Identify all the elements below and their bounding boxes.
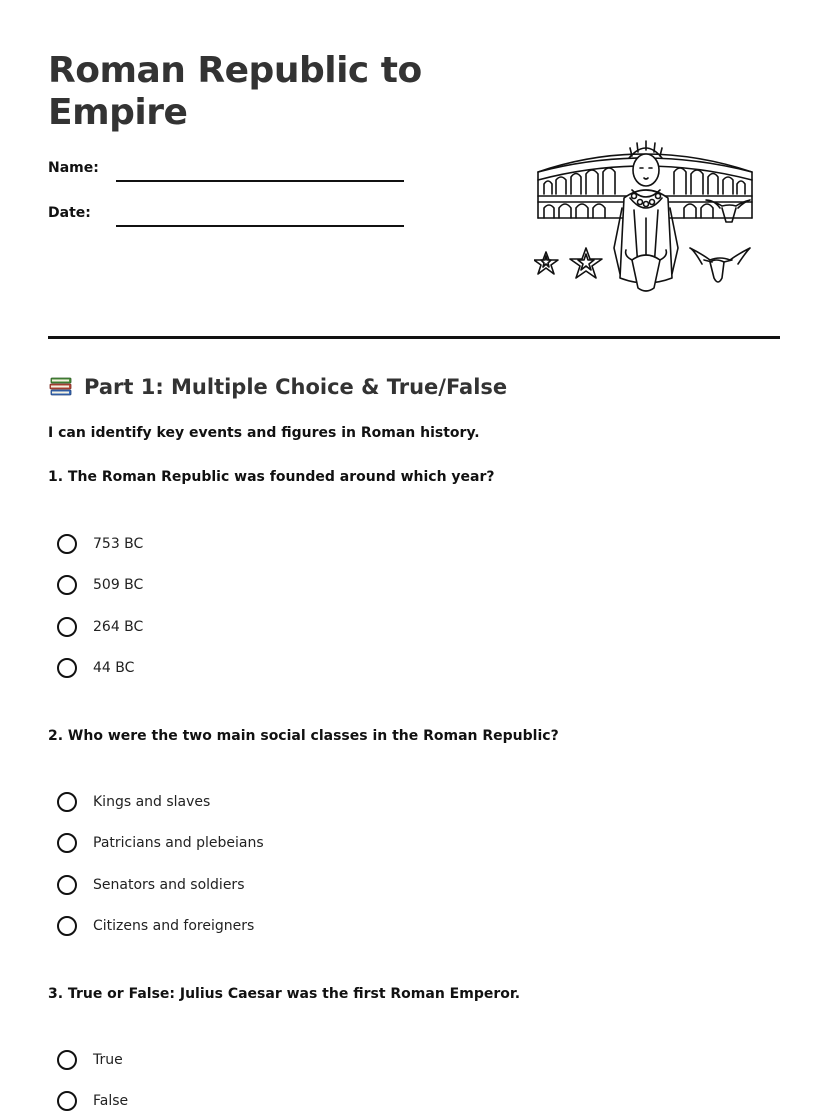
- part1-title: Part 1: Multiple Choice & True/False: [84, 375, 508, 399]
- option-label: 753 BC: [93, 536, 144, 552]
- books-icon: [48, 374, 74, 400]
- option-label: 44 BC: [93, 660, 135, 676]
- section-divider: [48, 336, 780, 339]
- part1-heading: [48, 374, 507, 400]
- question-2-option-a[interactable]: [57, 790, 210, 814]
- option-label: 264 BC: [93, 619, 144, 635]
- radio-button[interactable]: [57, 658, 77, 678]
- option-label: False: [93, 1093, 129, 1109]
- date-line[interactable]: [116, 225, 404, 227]
- question-2-option-d[interactable]: [57, 914, 254, 938]
- option-label: Kings and slaves: [93, 794, 211, 810]
- name-line[interactable]: [116, 180, 404, 182]
- question-1-option-c[interactable]: [57, 615, 143, 639]
- radio-button[interactable]: [57, 916, 77, 936]
- question-2-option-c[interactable]: [57, 873, 244, 897]
- radio-button[interactable]: [57, 1050, 77, 1070]
- option-label: Citizens and foreigners: [93, 918, 255, 934]
- option-label: True: [93, 1052, 123, 1068]
- radio-button[interactable]: [57, 833, 77, 853]
- question-1: [48, 469, 780, 676]
- question-1-option-b[interactable]: [57, 573, 143, 597]
- question-2-text: 2. Who were the two main social classes in the Roman Republic?: [48, 728, 559, 744]
- option-label: Senators and soldiers: [93, 877, 245, 893]
- name-label: Name:: [48, 160, 99, 176]
- option-label: 509 BC: [93, 577, 144, 593]
- worksheet-title: Roman Republic to Empire: [48, 50, 422, 133]
- question-3-option-true[interactable]: [57, 1048, 123, 1072]
- question-2: [48, 728, 780, 934]
- radio-button[interactable]: [57, 534, 77, 554]
- radio-button[interactable]: [57, 575, 77, 595]
- radio-button[interactable]: [57, 1091, 77, 1111]
- name-field: [48, 160, 408, 190]
- worksheet-page: [48, 0, 780, 1118]
- option-label: Patricians and plebeians: [93, 835, 264, 851]
- radio-button[interactable]: [57, 617, 77, 637]
- learning-objective: I can identify key events and figures in Roman history.: [48, 425, 480, 441]
- question-3-option-false[interactable]: [57, 1089, 128, 1113]
- question-3-text: 3. True or False: Julius Caesar was the first Roman Emperor.: [48, 986, 521, 1002]
- question-1-option-d[interactable]: [57, 656, 134, 680]
- question-2-option-b[interactable]: [57, 831, 264, 855]
- date-label: Date:: [48, 205, 91, 221]
- question-1-option-a[interactable]: [57, 532, 143, 556]
- date-field: [48, 205, 408, 235]
- question-1-text: 1. The Roman Republic was founded around which year?: [48, 469, 495, 485]
- question-3: [48, 986, 780, 1109]
- roman-colosseum-emperor-illustration: [534, 138, 764, 298]
- radio-button[interactable]: [57, 792, 77, 812]
- radio-button[interactable]: [57, 875, 77, 895]
